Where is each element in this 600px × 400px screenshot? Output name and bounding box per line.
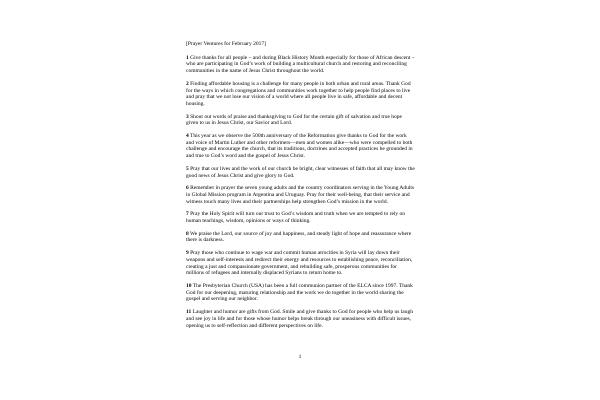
paragraph-4 — [186, 133, 415, 160]
paragraph-11-text: Laughter and humor are gifts from God. Smile and give thanks to God for people who help us laugh and see joy in life and for those whose humor helps break through our uneasiness with difficult issues, opening us to self-reflection and different perspectives on life. — [186, 309, 413, 329]
paragraph-3-number: 3 — [186, 113, 189, 120]
paragraph-5-number: 5 — [186, 165, 189, 172]
paragraph-7-text: Pray the Holy Spirit will turn our trust to God’s wisdom and truth when we are tempted to rely on human teachings, wisdom, opinions or ways of thinking. — [186, 211, 406, 225]
paragraph-6-text: Remember in prayer the seven young adults and the country coordinators serving in the Young Adults in Global Mission program in Argentina and Uruguay. Pray for their well-being, that their service and witness touch many lives and their partnerships help strengthen God’s mission in the world. — [186, 185, 415, 205]
paragraph-1-text: Give thanks for all people – and during Black History Month especially for those of African descent – who are participating in God’s work of building a multicultural church and restoring and reconciling communities in the name of Jesus Christ throughout the world. — [186, 54, 415, 75]
paragraph-2-text: Finding affordable housing is a challenge for many people in both urban and rural areas. Thank God for the ways in which congregations and communities work together to help people find places to live and pray that we not lose our vision of a world where all people live in safe, affordable and decent housing. — [186, 80, 411, 107]
paragraph-1-number: 1 — [186, 54, 189, 61]
paragraph-4-number: 4 — [186, 133, 189, 140]
paragraph-9 — [186, 250, 415, 277]
paragraph-1 — [186, 55, 415, 75]
paragraph-7-number: 7 — [186, 211, 189, 218]
paragraph-11-number: 11 — [186, 309, 192, 316]
paragraph-8 — [186, 231, 415, 244]
paragraph-2 — [186, 81, 415, 108]
paragraph-5-text: Pray that our lives and the work of our church be bright, clear witnesses of faith that all may know the good news of Jesus Christ and give glory to God. — [186, 165, 415, 179]
paragraph-10-number: 10 — [186, 282, 192, 289]
paragraph-9-number: 9 — [186, 250, 189, 257]
document-title: [Prayer Ventures for February 2017] — [186, 41, 266, 47]
page-number: 1 — [298, 354, 302, 360]
paragraph-6-number: 6 — [186, 185, 189, 192]
paragraph-3-text: Shout out words of praise and thanksgiving to God for the certain gift of salvation and true hope given to us in Jesus Christ, our Savior and Lord. — [186, 113, 402, 127]
paragraph-8-number: 8 — [186, 230, 189, 237]
document-content — [186, 41, 415, 335]
paragraph-5 — [186, 166, 415, 179]
paragraph-4-text: This year as we observe the 500th anniversary of the Reformation give thanks to God for the work and voice of Martin Luther and other reformers—men and women alike—who were compelled to both challenge and encourage the church, that its traditions, doctrines and accepted practices be grounded in and true to God’s word and the gospel of Jesus Christ. — [186, 133, 413, 160]
paragraph-10-text: The Presbyterian Church (USA) has been a full communion partner of the ELCA since 1997. Thank God for our deepening, maturing relationship and the work we do together in the world sharing the gospel and serving our neighbor. — [186, 282, 413, 303]
paragraph-6 — [186, 185, 415, 205]
paragraph-3 — [186, 114, 415, 127]
paragraph-7 — [186, 211, 415, 224]
paragraph-8-text: We praise the Lord, our source of joy and happiness, and steady light of hope and reassurance where there is darkness. — [186, 230, 412, 244]
paragraph-10 — [186, 283, 415, 303]
paragraph-11 — [186, 309, 415, 329]
paragraph-9-text: Pray those who continue to wage war and commit human atrocities in Syria will lay down their weapons and self-interests and redirect their energy and resources to establishing peace, reconciliation, creating a just and compassionate government, and rebuilding safe, prosperous communities for millions of refugees and internally displaced Syrians to return home to. — [186, 250, 413, 277]
paragraph-2-number: 2 — [186, 80, 189, 87]
